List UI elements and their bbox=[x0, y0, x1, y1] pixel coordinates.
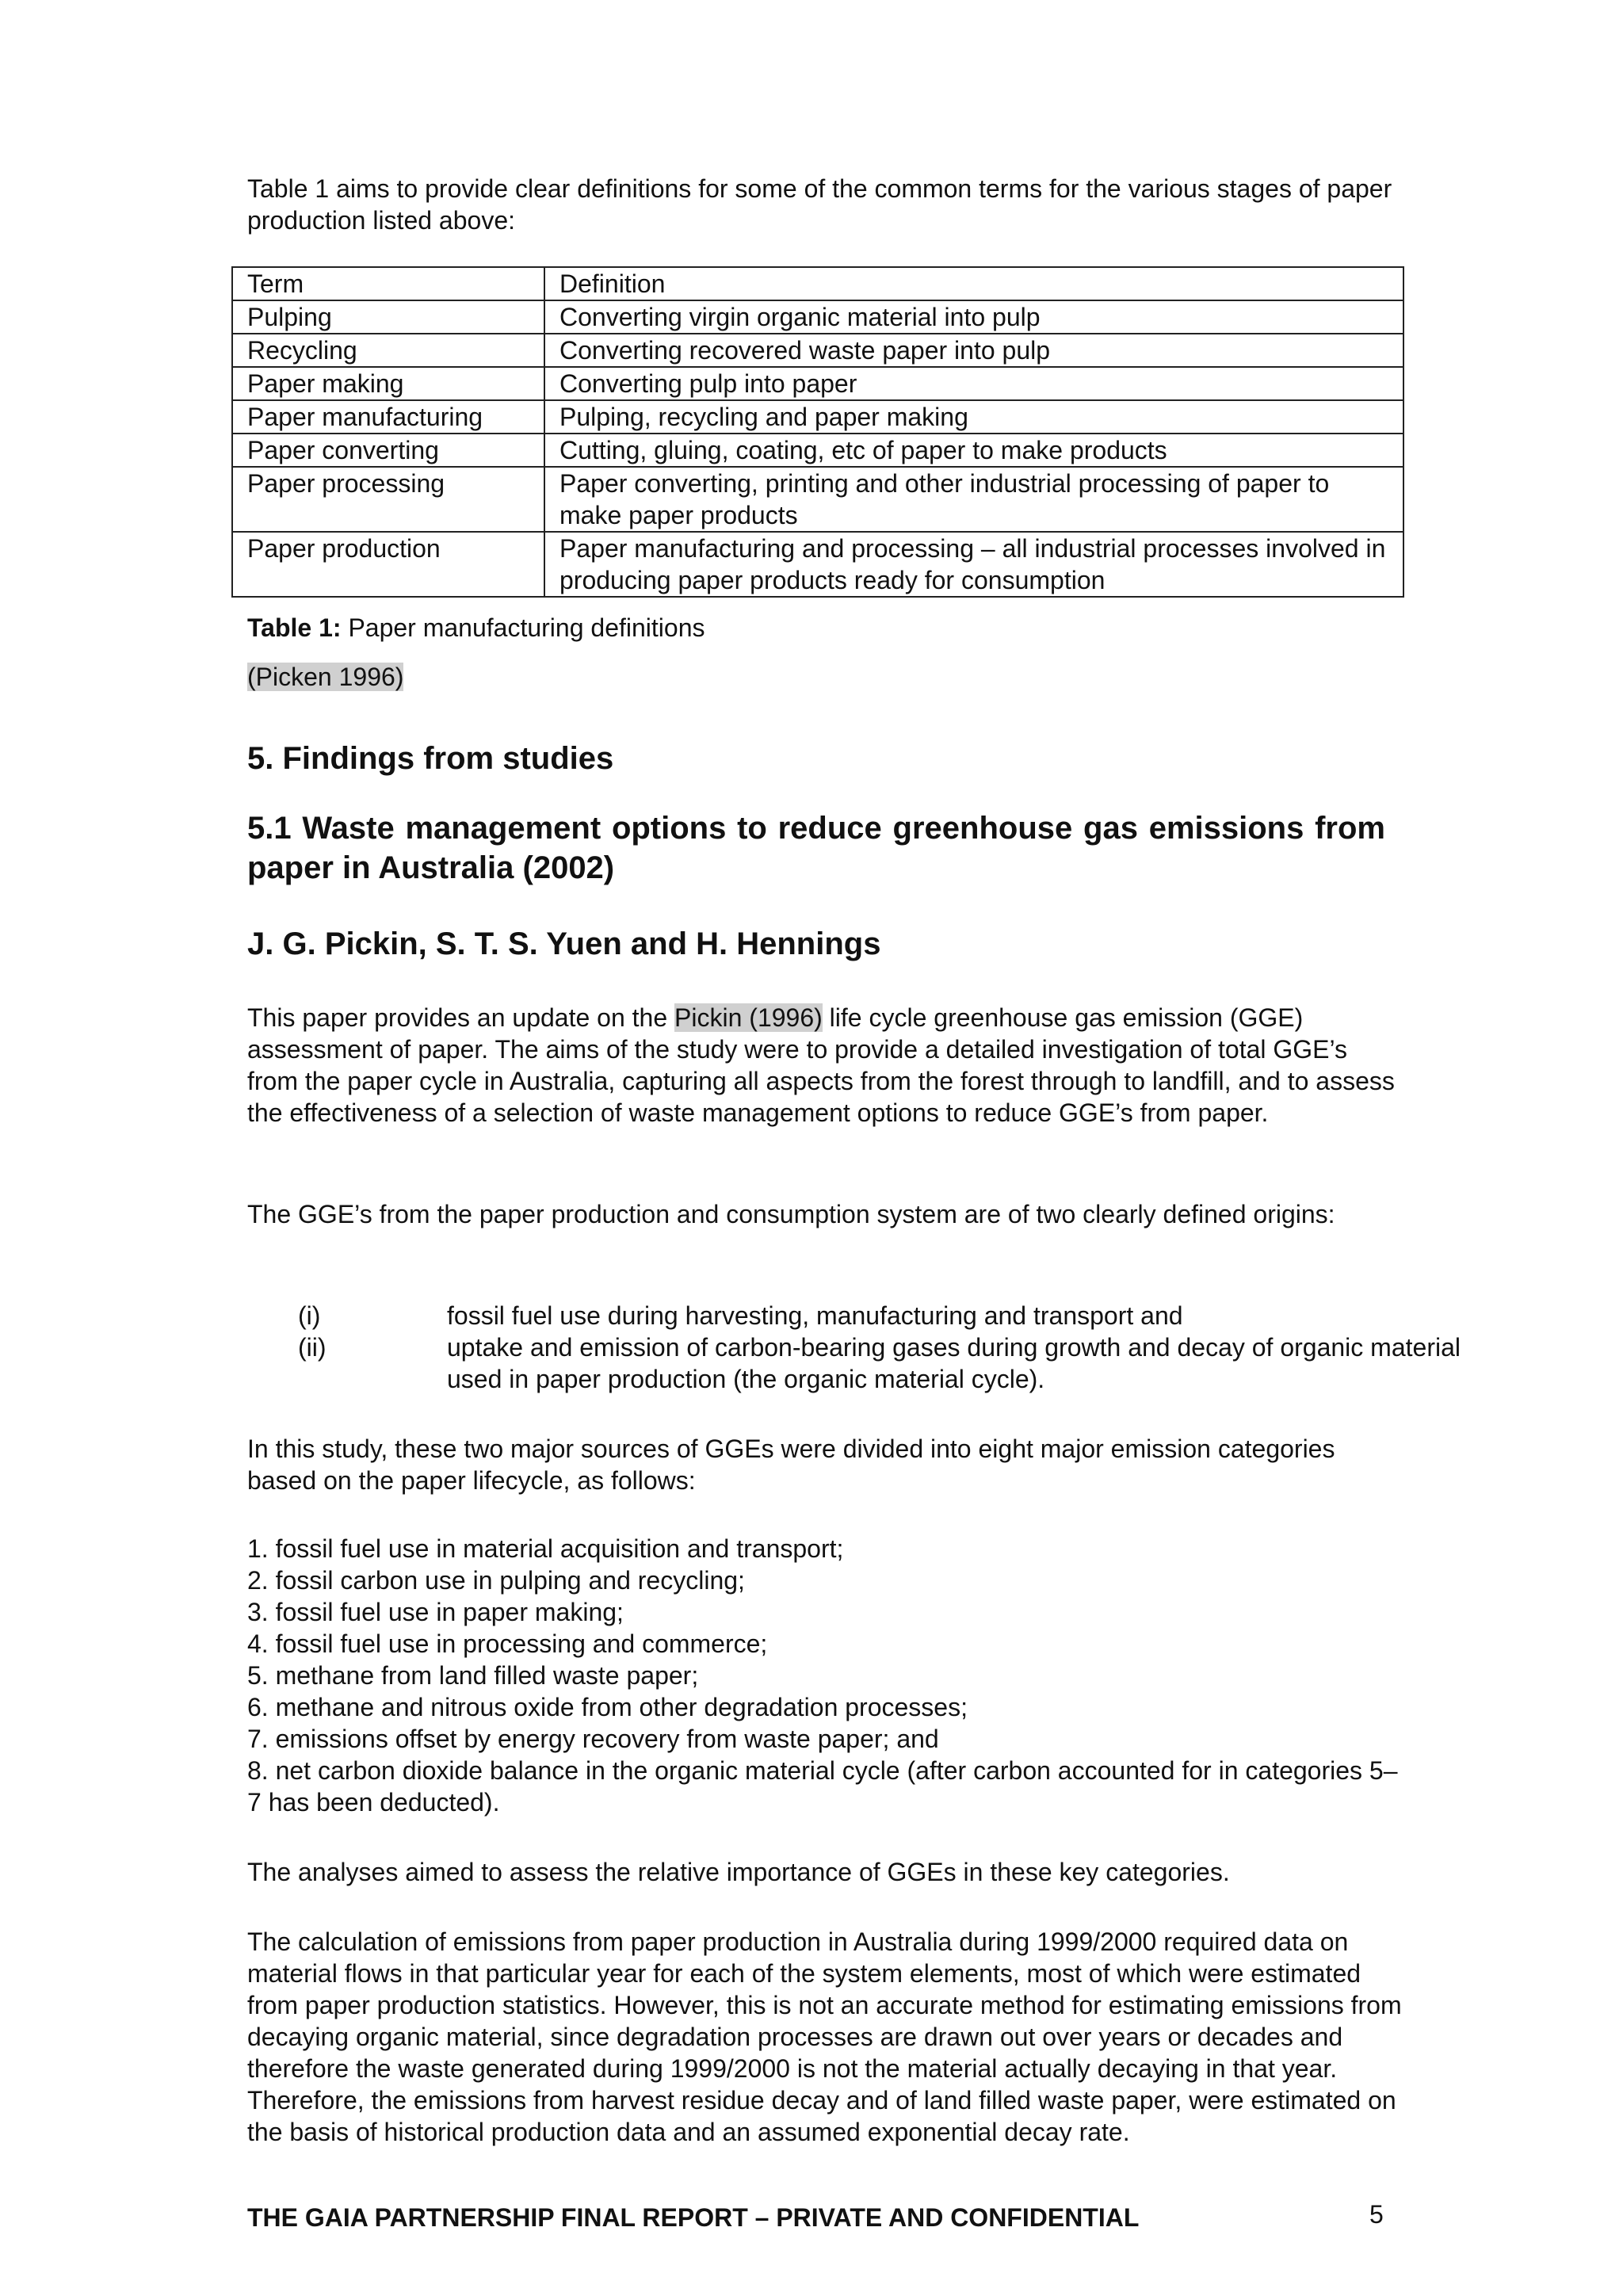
table-cell-definition: Cutting, gluing, coating, etc of paper to make products bbox=[544, 434, 1403, 467]
table-cell-term: Paper processing bbox=[232, 467, 544, 532]
paragraph-overview: This paper provides an update on the Pickin (1996) life cycle greenhouse gas emission (GGE) assessment of paper. The aims of the study were to provide a detailed investigation of total GGE’s from the paper cycle in Australia, capturing all aspects from the forest through to landfill, and to assess the effectiveness of a selection of waste management options to reduce GGE’s from paper. bbox=[247, 1003, 1395, 1127]
table-cell-term: Paper converting bbox=[232, 434, 544, 467]
table-cell-definition: Pulping, recycling and paper making bbox=[544, 400, 1403, 434]
paragraph-origins-intro: The GGE’s from the paper production and consumption system are of two clearly defined origins: bbox=[247, 1200, 1335, 1228]
list-item: 5. methane from land filled waste paper; bbox=[247, 1661, 699, 1690]
table-header-definition: Definition bbox=[544, 267, 1403, 300]
intro-paragraph: Table 1 aims to provide clear definitions for some of the common terms for the various stages of paper production listed above: bbox=[247, 174, 1392, 235]
page-number: 5 bbox=[1369, 2200, 1384, 2229]
footer-text: THE GAIA PARTNERSHIP FINAL REPORT – PRIVATE AND CONFIDENTIAL bbox=[247, 2203, 1140, 2232]
table-row bbox=[232, 532, 1403, 597]
list-item: 4. fossil fuel use in processing and commerce; bbox=[247, 1629, 768, 1658]
subsection-heading: 5.1 Waste management options to reduce greenhouse gas emissions from paper in Australia (2002) bbox=[247, 811, 1385, 885]
list-item-text: uptake and emission of carbon-bearing gases during growth and decay of organic material used in paper production (the organic material cycle). bbox=[447, 1333, 1461, 1393]
table-header-term: Term bbox=[232, 267, 544, 300]
table-row bbox=[232, 467, 1403, 532]
table-row bbox=[232, 334, 1403, 367]
table-cell-term: Paper production bbox=[232, 532, 544, 597]
list-item bbox=[298, 1331, 1461, 1395]
citation-highlight: (Picken 1996) bbox=[247, 663, 404, 691]
paragraph-calculation: The calculation of emissions from paper production in Australia during 1999/2000 required data on material flows in that particular year for each of the system elements, most of which were estimated from paper production statistics. However, this is not an accurate method for estimating emissions from decaying organic material, since degradation processes are drawn out over years or decades and therefore the waste generated during 1999/2000 is not the material actually decaying in that year. Therefore, the emissions from harvest residue decay and of land filled waste paper, were estimated on the basis of historical production data and an assumed exponential decay rate. bbox=[247, 1927, 1402, 2146]
list-item: 3. fossil fuel use in paper making; bbox=[247, 1598, 624, 1626]
list-item bbox=[298, 1300, 1407, 1331]
paragraph-analyses: The analyses aimed to assess the relative importance of GGEs in these key categories. bbox=[247, 1858, 1230, 1886]
table-row bbox=[232, 300, 1403, 334]
table-cell-definition: Paper manufacturing and processing – all industrial processes involved in producing paper products ready for consumption bbox=[544, 532, 1403, 597]
table-caption-label: Table 1: bbox=[247, 613, 342, 642]
table-header-row bbox=[232, 267, 1403, 300]
citation bbox=[247, 661, 403, 693]
table-cell-term: Paper making bbox=[232, 367, 544, 400]
list-item-number: (ii) bbox=[298, 1333, 327, 1362]
table-cell-definition: Converting recovered waste paper into pulp bbox=[544, 334, 1403, 367]
list-item: 7. emissions offset by energy recovery from waste paper; and bbox=[247, 1725, 939, 1753]
table-cell-definition: Converting virgin organic material into pulp bbox=[544, 300, 1403, 334]
list-item-number: (i) bbox=[298, 1301, 321, 1330]
table-cell-term: Paper manufacturing bbox=[232, 400, 544, 434]
pickin-citation-highlight: Pickin (1996) bbox=[674, 1003, 823, 1032]
list-item: 6. methane and nitrous oxide from other degradation processes; bbox=[247, 1693, 968, 1721]
list-item: 1. fossil fuel use in material acquisition and transport; bbox=[247, 1534, 844, 1563]
table-caption-text: Paper manufacturing definitions bbox=[341, 613, 705, 642]
paragraph-categories-intro: In this study, these two major sources of GGEs were divided into eight major emission categories based on the paper lifecycle, as follows: bbox=[247, 1435, 1335, 1495]
table-row bbox=[232, 367, 1403, 400]
list-item: 8. net carbon dioxide balance in the organic material cycle (after carbon accounted for in categories 5–7 has been deducted). bbox=[247, 1756, 1398, 1817]
table-caption bbox=[247, 612, 1404, 644]
list-item: 2. fossil carbon use in pulping and recycling; bbox=[247, 1566, 745, 1595]
table-row bbox=[232, 400, 1403, 434]
authors: J. G. Pickin, S. T. S. Yuen and H. Hennings bbox=[247, 926, 881, 961]
table-cell-definition: Converting pulp into paper bbox=[544, 367, 1403, 400]
section-heading: 5. Findings from studies bbox=[247, 741, 614, 776]
definitions-table bbox=[231, 266, 1404, 598]
table-cell-term: Pulping bbox=[232, 300, 544, 334]
list-item-text: fossil fuel use during harvesting, manufacturing and transport and bbox=[447, 1301, 1183, 1330]
table-cell-term: Recycling bbox=[232, 334, 544, 367]
table-cell-definition: Paper converting, printing and other industrial processing of paper to make paper products bbox=[544, 467, 1403, 532]
table-row bbox=[232, 434, 1403, 467]
emission-categories-list bbox=[247, 1533, 1404, 1818]
